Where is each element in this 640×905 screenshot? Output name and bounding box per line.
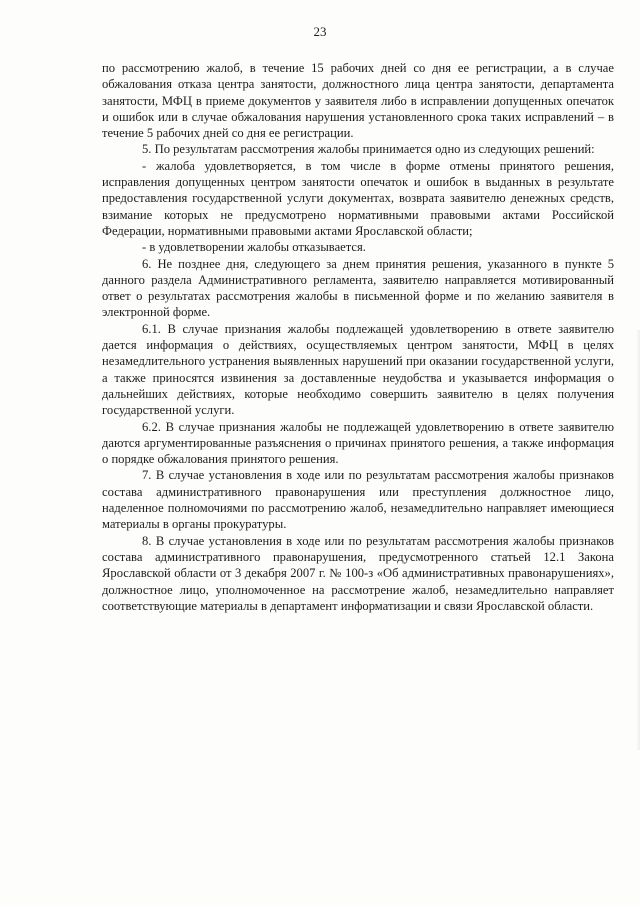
paragraph-continuation: по рассмотрению жалоб, в течение 15 рабочих дней со дня ее регистрации, а в случае обжалования отказа центра занятости, должностного лица центра занятости, департамента занятости, МФЦ в приеме документов у заявителя либо в исправлении допущенных опечаток и ошибок или в случае обжалования нарушения установленного срока таких исправлений – в течение 5 рабочих дней со дня ее регистрации. <box>102 61 614 141</box>
list-item-complaint-satisfied: - жалоба удовлетворяется, в том числе в форме отмены принятого решения, исправления допущенных центром занятости опечаток и ошибок в выданных в результате предоставления государственной услуги документах, возврата заявителю денежных средств, взимание которых не предусмотрено нормативными правовыми актами Российской Федерации, нормативными правовыми актами Ярославской области; <box>102 158 614 238</box>
paragraph-item-6-2: 6.2. В случае признания жалобы не подлежащей удовлетворению в ответе заявителю даются аргументированные разъяснения о причинах принятого решения, а также информация о порядке обжалования принятого решения. <box>102 419 614 467</box>
paragraph-item-6: 6. Не позднее дня, следующего за днем принятия решения, указанного в пункте 5 данного раздела Административного регламента, заявителю направляется мотивированный ответ о результатах рассмотрения жалобы в письменной форме и по желанию заявителя в электронной форме. <box>102 256 614 320</box>
document-body <box>102 60 614 614</box>
scan-edge-shadow <box>636 330 640 750</box>
paragraph-item-8: 8. В случае установления в ходе или по результатам рассмотрения жалобы признаков состава административного правонарушения, предусмотренного статьей 12.1 Закона Ярославской области от 3 декабря 2007 г. № 100-з «Об административных правонарушениях», должностное лицо, уполномоченное на рассмотрение жалоб, незамедлительно направляет соответствующие материалы в департамент информатизации и связи Ярославской области. <box>102 533 614 613</box>
paragraph-item-5: 5. По результатам рассмотрения жалобы принимается одно из следующих решений: <box>142 142 595 157</box>
page-number: 23 <box>313 24 327 39</box>
paragraph-item-6-1: 6.1. В случае признания жалобы подлежащей удовлетворению в ответе заявителю дается информация о действиях, осуществляемых центром занятости, МФЦ в целях незамедлительного устранения выявленных нарушений при оказании государственной услуги, а также приносятся извинения за доставленные неудобства и указывается информация о дальнейших действиях, которые необходимо совершить заявителю в целях получения государственной услуги. <box>102 321 614 418</box>
list-item-complaint-rejected: - в удовлетворении жалобы отказывается. <box>142 240 366 255</box>
paragraph-item-7: 7. В случае установления в ходе или по результатам рассмотрения жалобы признаков состава административного правонарушения или преступления должностное лицо, наделенное полномочиями по рассмотрению жалоб, незамедлительно направляет имеющиеся материалы в органы прокуратуры. <box>102 468 614 532</box>
